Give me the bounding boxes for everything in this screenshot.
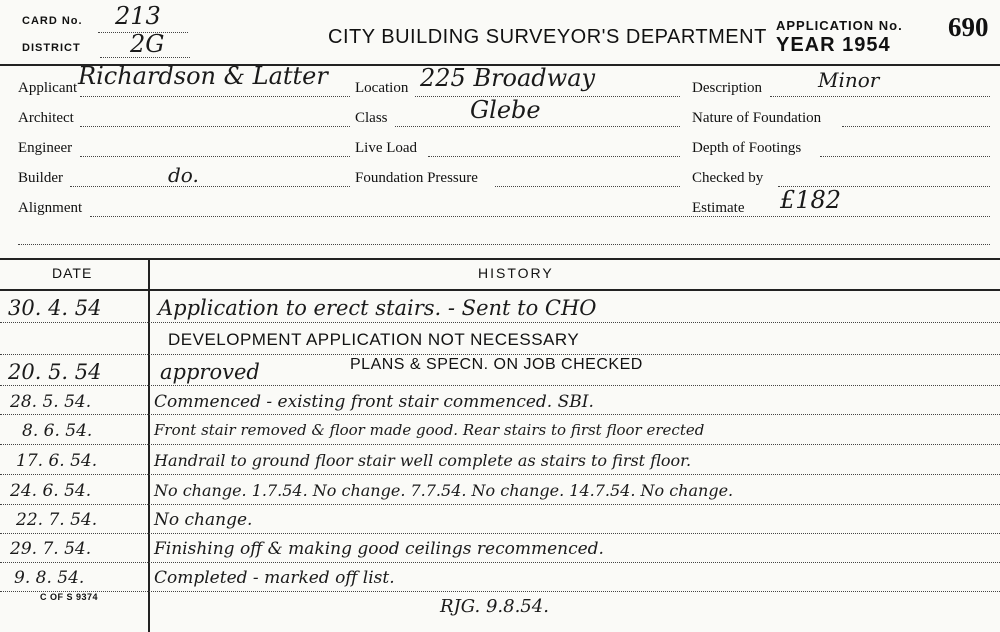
row-2-stamp: DEVELOPMENT APPLICATION NOT NECESSARY xyxy=(168,330,580,349)
row-1-date: 30. 4. 54 xyxy=(8,296,102,320)
row-10-date: 9. 8. 54. xyxy=(14,568,85,588)
row-4-date: 28. 5. 54. xyxy=(10,392,92,412)
applicant-line xyxy=(80,96,350,97)
rule-10 xyxy=(0,591,1000,592)
row-6-date: 17. 6. 54. xyxy=(16,451,98,471)
description-label: Description xyxy=(692,80,762,96)
alignment-label: Alignment xyxy=(18,200,83,216)
class-label: Class xyxy=(355,110,388,126)
table-top-border xyxy=(0,258,1000,260)
card-no-label: CARD No. xyxy=(22,15,83,27)
year-label: YEAR 1954 xyxy=(776,34,891,56)
engineer-label: Engineer xyxy=(18,140,73,156)
header-row-border xyxy=(0,289,1000,291)
foundation-pressure-label: Foundation Pressure xyxy=(355,170,478,186)
row-3-history: approved xyxy=(160,360,260,384)
engineer-line xyxy=(80,156,350,157)
rule-2 xyxy=(0,354,1000,355)
row-7-date: 24. 6. 54. xyxy=(10,481,92,501)
row-9-date: 29. 7. 54. xyxy=(10,539,92,559)
row-5-date: 8. 6. 54. xyxy=(22,421,93,441)
row-3-date: 20. 5. 54 xyxy=(8,360,102,384)
rule-8 xyxy=(0,533,1000,534)
date-header: DATE xyxy=(52,265,93,281)
application-no-value: 690 xyxy=(948,12,989,42)
foundation-pressure-line xyxy=(495,186,680,187)
live-load-line xyxy=(428,156,680,157)
class-value: Glebe xyxy=(470,96,541,124)
rule-9 xyxy=(0,562,1000,563)
row-9-history: Finishing off & making good ceilings recommenced. xyxy=(154,539,604,559)
district-label: DISTRICT xyxy=(22,42,81,54)
estimate-label: Estimate xyxy=(692,200,745,216)
row-10-history: Completed - marked off list. xyxy=(154,568,395,588)
architect-label: Architect xyxy=(18,110,74,126)
row-8-date: 22. 7. 54. xyxy=(16,510,98,530)
builder-value: do. xyxy=(168,163,199,187)
form-code: C OF S 9374 xyxy=(40,592,99,602)
estimate-value: £182 xyxy=(780,186,842,214)
rule-4 xyxy=(0,414,1000,415)
application-no-label: APPLICATION No. xyxy=(776,18,903,33)
architect-line xyxy=(80,126,350,127)
district-line xyxy=(100,57,190,58)
card-no-value: 213 xyxy=(115,2,161,30)
depth-footings-line xyxy=(820,156,990,157)
checked-by-label: Checked by xyxy=(692,170,764,186)
rule-3 xyxy=(0,385,1000,386)
applicant-label: Applicant xyxy=(18,80,78,96)
row-8-history: No change. xyxy=(154,510,253,530)
blank-line xyxy=(18,244,990,245)
nature-foundation-label: Nature of Foundation xyxy=(692,110,822,126)
location-label: Location xyxy=(355,80,409,96)
depth-footings-label: Depth of Footings xyxy=(692,140,802,156)
row-5-history: Front stair removed & floor made good. Rear stairs to first floor erected xyxy=(154,421,705,439)
live-load-label: Live Load xyxy=(355,140,418,156)
rule-5 xyxy=(0,444,1000,445)
builder-line xyxy=(70,186,350,187)
builder-label: Builder xyxy=(18,170,63,186)
class-line xyxy=(395,126,680,127)
location-value: 225 Broadway xyxy=(420,64,596,92)
description-line xyxy=(770,96,990,97)
row-4-history: Commenced - existing front stair commenced. SBI. xyxy=(154,392,594,412)
department-title: CITY BUILDING SURVEYOR'S DEPARTMENT xyxy=(328,26,767,48)
row-6-history: Handrail to ground floor stair well complete as stairs to first floor. xyxy=(154,451,692,470)
applicant-value: Richardson & Latter xyxy=(78,62,328,90)
rule-7 xyxy=(0,504,1000,505)
signature: RJG. 9.8.54. xyxy=(440,596,549,617)
district-value: 2G xyxy=(130,30,165,58)
date-column-divider xyxy=(148,258,150,632)
rule-1 xyxy=(0,322,1000,323)
row-3-stamp: PLANS & SPECN. ON JOB CHECKED xyxy=(350,356,643,373)
rule-6 xyxy=(0,474,1000,475)
history-header: HISTORY xyxy=(478,265,554,281)
row-1-history: Application to erect stairs. - Sent to CHO xyxy=(158,296,597,320)
nature-foundation-line xyxy=(842,126,990,127)
description-value: Minor xyxy=(818,68,880,92)
row-7-history: No change. 1.7.54. No change. 7.7.54. No change. 14.7.54. No change. xyxy=(154,481,734,500)
location-line xyxy=(415,96,680,97)
alignment-line xyxy=(90,216,990,217)
